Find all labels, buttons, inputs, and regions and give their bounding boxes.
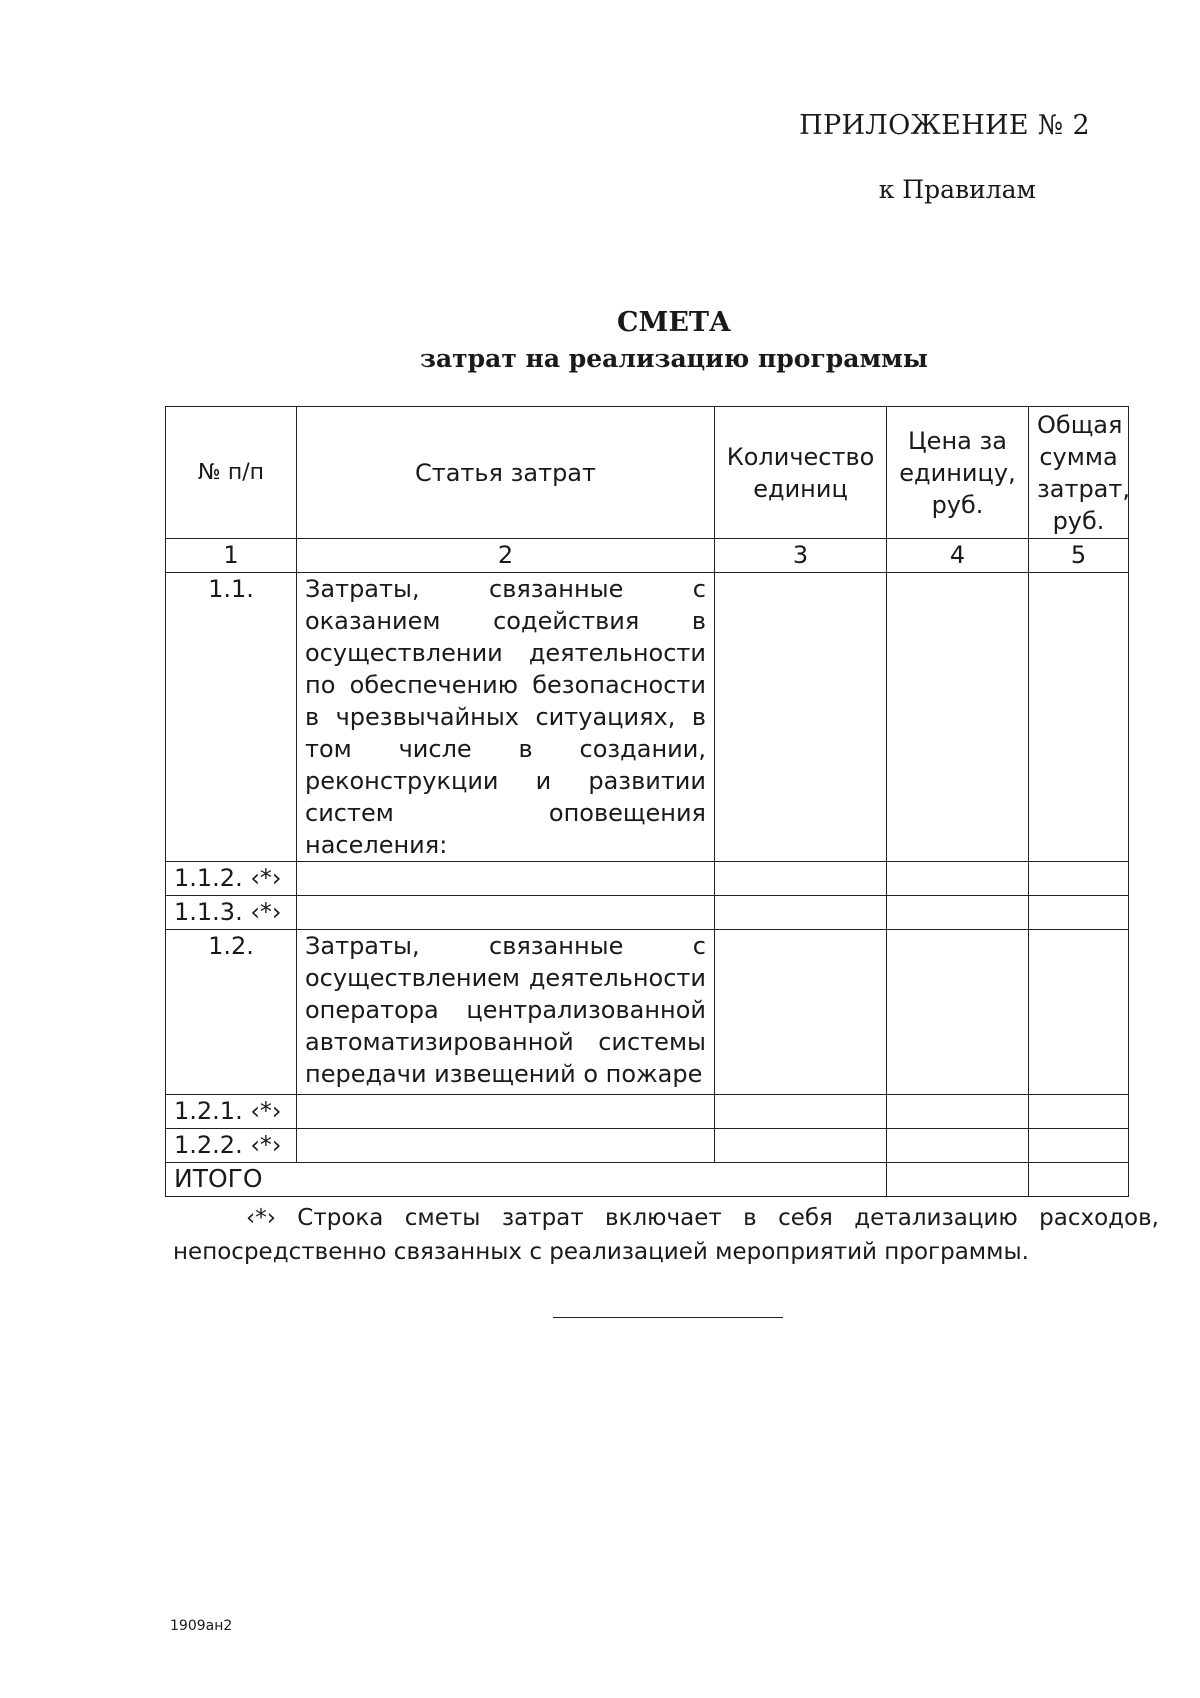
column-index: 3 [715, 539, 887, 573]
table-row [166, 930, 1129, 1095]
footnote-line-2: непосредственно связанных с реализацией мероприятий программы. [173, 1239, 1029, 1265]
document-subtitle: затрат на реализацию программы [420, 344, 928, 373]
end-divider [553, 1317, 783, 1318]
row-unit-price [887, 862, 1029, 896]
row-item [297, 862, 715, 896]
table-row [166, 1095, 1129, 1129]
row-item: Затраты, связанные с оказанием содействия в осуществлении деятельности по обеспечению безопасности в чрезвычайных ситуациях, в том числе в создании, реконструкции и развитии систем оповещения населения: [297, 573, 715, 862]
total-label: ИТОГО [166, 1163, 887, 1197]
row-quantity [715, 1095, 887, 1129]
row-quantity [715, 1129, 887, 1163]
table-row [166, 573, 1129, 862]
column-index-row [166, 539, 1129, 573]
column-header-item: Статья затрат [297, 407, 715, 539]
table-row [166, 862, 1129, 896]
column-header-number: № п/п [166, 407, 297, 539]
row-unit-price [887, 1095, 1029, 1129]
total-sum [1029, 1163, 1129, 1197]
row-total-sum [1029, 930, 1129, 1095]
table-total-row [166, 1163, 1129, 1197]
row-total-sum [1029, 1129, 1129, 1163]
row-number: 1.1.3. ‹*› [166, 896, 297, 930]
row-unit-price [887, 930, 1029, 1095]
row-number: 1.2. [166, 930, 297, 1095]
column-header-unit-price: Цена за единицу, руб. [887, 407, 1029, 539]
row-number: 1.1.2. ‹*› [166, 862, 297, 896]
appendix-subtitle: к Правилам [878, 175, 1036, 204]
row-quantity [715, 930, 887, 1095]
table-row [166, 896, 1129, 930]
row-number: 1.1. [166, 573, 297, 862]
row-total-sum [1029, 573, 1129, 862]
table-header-row [166, 407, 1129, 539]
footnote [173, 1201, 1159, 1269]
total-unit-price [887, 1163, 1029, 1197]
footnote-line-1: ‹*› Строка сметы затрат включает в себя детализацию расходов, [246, 1205, 1159, 1231]
column-index: 2 [297, 539, 715, 573]
row-total-sum [1029, 896, 1129, 930]
row-total-sum [1029, 862, 1129, 896]
column-header-quantity: Количество единиц [715, 407, 887, 539]
row-unit-price [887, 1129, 1029, 1163]
row-unit-price [887, 573, 1029, 862]
row-unit-price [887, 896, 1029, 930]
row-quantity [715, 573, 887, 862]
row-item: Затраты, связанные с осуществлением деятельности оператора централизованной автоматизированной системы передачи извещений о пожаре [297, 930, 715, 1095]
row-item [297, 896, 715, 930]
column-header-total-sum: Общая сумма затрат, руб. [1029, 407, 1129, 539]
table-row [166, 1129, 1129, 1163]
row-item [297, 1095, 715, 1129]
row-number: 1.2.2. ‹*› [166, 1129, 297, 1163]
document-code: 1909ан2 [170, 1618, 233, 1634]
budget-table [165, 406, 1129, 1197]
row-number: 1.2.1. ‹*› [166, 1095, 297, 1129]
column-index: 1 [166, 539, 297, 573]
appendix-title: ПРИЛОЖЕНИЕ № 2 [799, 110, 1090, 141]
document-title: СМЕТА [616, 307, 732, 338]
row-quantity [715, 896, 887, 930]
column-index: 5 [1029, 539, 1129, 573]
row-item [297, 1129, 715, 1163]
column-index: 4 [887, 539, 1029, 573]
row-quantity [715, 862, 887, 896]
row-total-sum [1029, 1095, 1129, 1129]
